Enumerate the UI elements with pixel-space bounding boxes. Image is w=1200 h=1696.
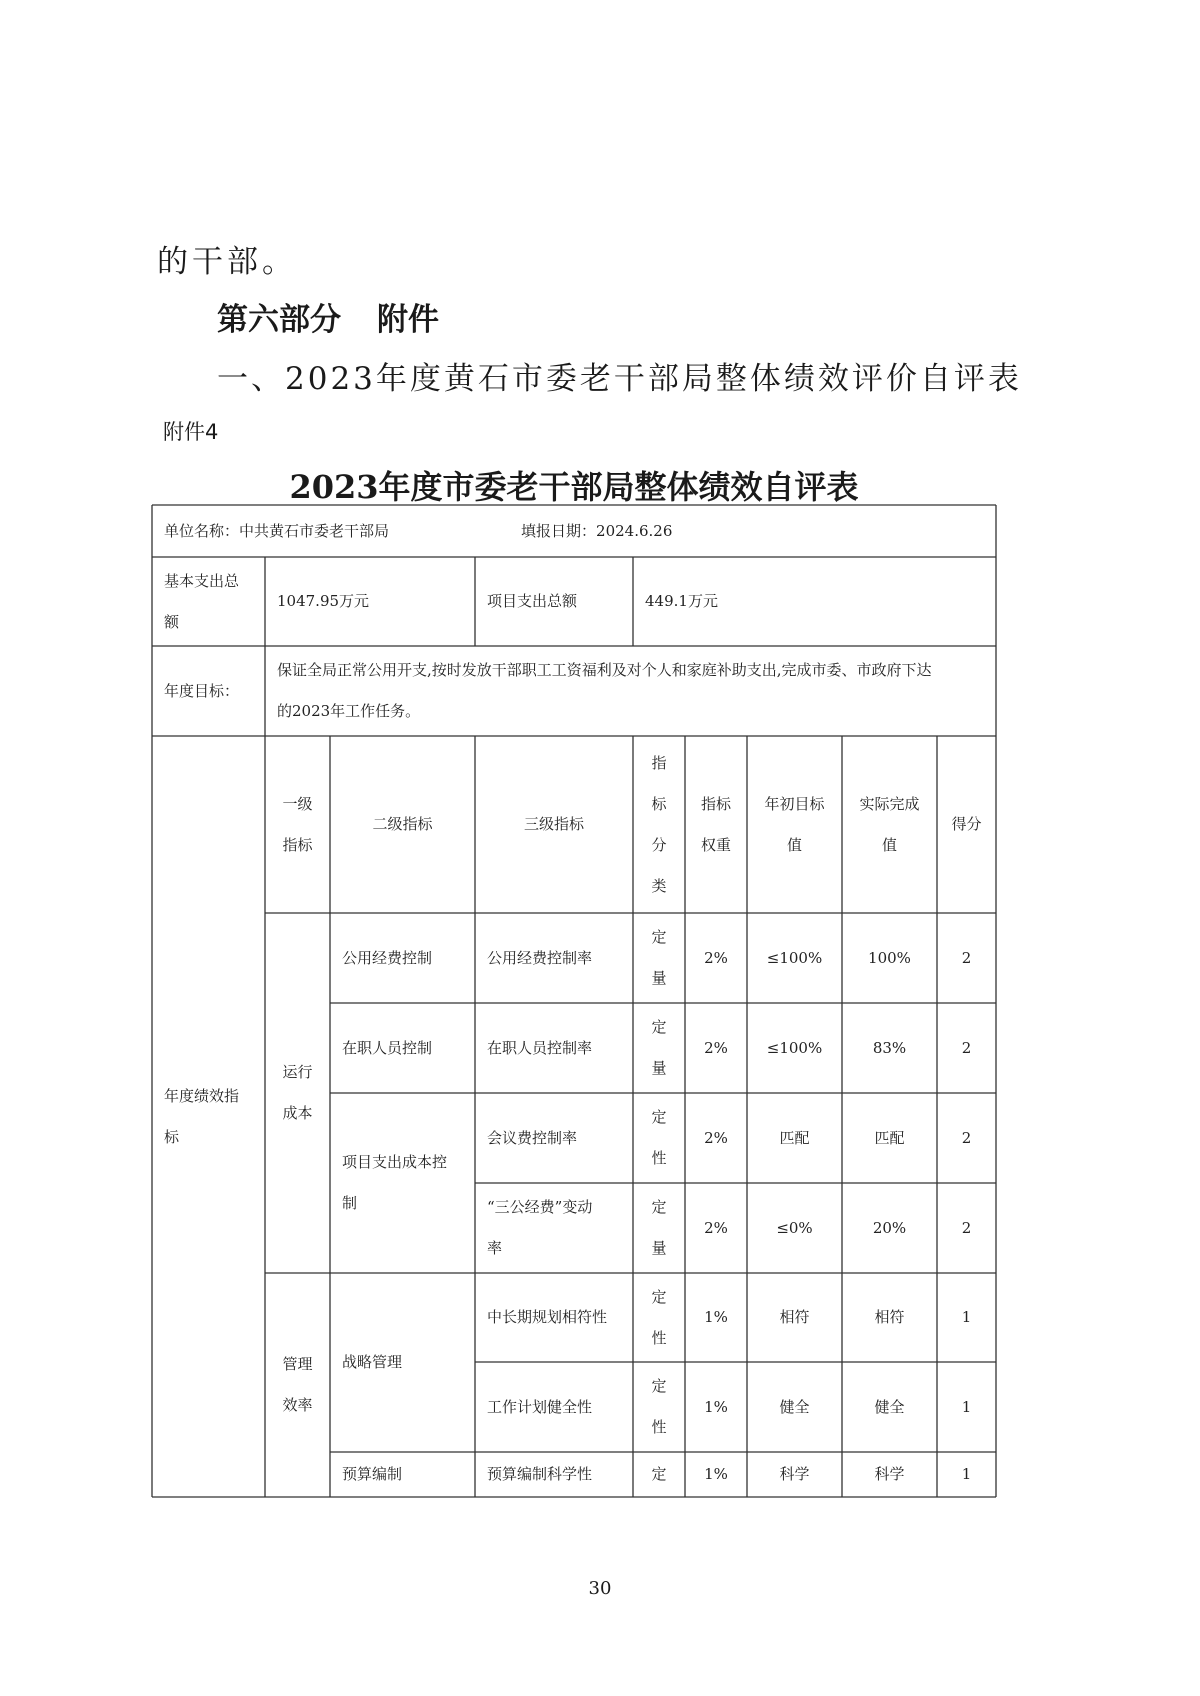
level1-group <box>265 1052 330 1134</box>
indicator-weight-line: 1% <box>704 1465 728 1483</box>
table-title: 2023年度市委老干部局整体绩效自评表 <box>289 468 859 506</box>
indicator-category-line: 定 <box>651 1018 667 1036</box>
indicator-category <box>633 917 685 999</box>
target-value-line: ≤100% <box>766 1038 823 1057</box>
actual-value <box>842 1297 937 1338</box>
indicator-weight <box>685 1208 747 1249</box>
header-target <box>747 784 842 866</box>
score-value <box>937 938 996 979</box>
indicator-category-line: 定 <box>651 1287 667 1306</box>
level2-indicator-line: 在职人员控制 <box>342 1038 433 1057</box>
level2-indicator-line: 制 <box>342 1194 358 1212</box>
level3-indicator <box>487 1454 592 1495</box>
target-value <box>747 1028 842 1069</box>
level1-group-line: 成本 <box>282 1104 313 1122</box>
date-value: 2024.6.26 <box>596 522 673 540</box>
date-label: 填报日期： <box>521 522 597 540</box>
level3-indicator-line: 工作计划健全性 <box>487 1397 593 1416</box>
level2-indicator-line: 项目支出成本控 <box>342 1153 448 1171</box>
project-expense-label <box>487 581 577 622</box>
score-value <box>937 1454 996 1495</box>
basic-expense-label-line: 基本支出总 <box>164 571 240 590</box>
header-level2 <box>330 804 475 845</box>
actual-value-line: 100% <box>868 948 911 967</box>
target-value <box>747 1454 842 1495</box>
level3-indicator <box>487 1187 592 1269</box>
indicator-weight-line: 2% <box>704 1128 728 1147</box>
annual-goal-text-line: 的2023年工作任务。 <box>277 702 421 720</box>
indicator-category <box>633 1007 685 1089</box>
level3-indicator-line: 在职人员控制率 <box>487 1038 593 1057</box>
indicator-category <box>633 1187 685 1269</box>
header-target-line: 年初目标 <box>764 794 825 813</box>
actual-value <box>842 1454 937 1495</box>
target-value <box>747 1208 842 1249</box>
level2-indicator <box>342 1142 447 1224</box>
indicator-weight <box>685 1387 747 1428</box>
page-number: 30 <box>588 1578 612 1599</box>
annual-goal-text-line: 保证全局正常公用开支,按时发放干部职工工资福利及对个人和家庭补助支出,完成市委、市政府下达 <box>277 661 932 679</box>
annual-goal-label-line: 年度目标： <box>164 681 240 700</box>
indicator-category-line: 量 <box>651 969 667 987</box>
level3-indicator-line: 会议费控制率 <box>487 1128 578 1147</box>
indicator-category-line: 定 <box>651 928 667 946</box>
level1-group <box>265 1344 330 1426</box>
annual-goal-label <box>164 671 239 712</box>
indicator-category-line: 定 <box>651 1465 667 1483</box>
header-weight-line: 权重 <box>700 835 731 854</box>
target-value <box>747 1297 842 1338</box>
indicator-category-line: 性 <box>651 1149 667 1167</box>
header-level1-line: 指标 <box>282 835 313 854</box>
actual-value <box>842 1387 937 1428</box>
level3-indicator-line: 公用经费控制率 <box>487 948 593 967</box>
unit-value: 中共黄石市委老干部局 <box>239 522 390 540</box>
level3-indicator-line: 预算编制科学性 <box>487 1465 593 1483</box>
indicator-category-line: 性 <box>651 1328 667 1347</box>
header-actual <box>842 784 937 866</box>
level1-group-line: 管理 <box>282 1355 313 1373</box>
annual-goal-text <box>277 650 932 732</box>
indicator-label-line: 年度绩效指 <box>164 1086 240 1105</box>
score-value-line: 2 <box>961 1218 972 1237</box>
actual-value-line: 20% <box>872 1218 907 1237</box>
level3-indicator <box>487 938 592 979</box>
score-value <box>937 1208 996 1249</box>
part-heading-number: 第六部分 <box>217 302 341 338</box>
target-value <box>747 1387 842 1428</box>
indicator-category-line: 量 <box>651 1239 667 1257</box>
indicator-weight <box>685 1028 747 1069</box>
score-value <box>937 1028 996 1069</box>
header-target-line: 值 <box>786 835 802 854</box>
score-value-line: 2 <box>961 948 972 967</box>
level1-group-line: 运行 <box>282 1063 313 1081</box>
score-value-line: 1 <box>961 1397 972 1416</box>
level3-indicator-line: 中长期规划相符性 <box>487 1308 608 1326</box>
actual-value-line: 相符 <box>874 1308 905 1326</box>
indicator-category-line: 定 <box>651 1198 667 1216</box>
indicator-label-line: 标 <box>164 1127 180 1146</box>
indicator-category-line: 定 <box>651 1108 667 1126</box>
target-value-line: ≤0% <box>776 1218 813 1237</box>
level2-indicator-line: 战略管理 <box>342 1353 403 1371</box>
header-category-line: 类 <box>651 876 667 895</box>
attachment-label: 附件4 <box>163 420 219 444</box>
actual-value <box>842 1118 937 1159</box>
indicator-category-line: 量 <box>651 1059 667 1077</box>
section-heading: 一、2023年度黄石市委老干部局整体绩效评价自评表 <box>217 361 1022 397</box>
header-score-line: 得分 <box>951 815 982 833</box>
indicator-weight <box>685 1297 747 1338</box>
level3-indicator <box>487 1387 592 1428</box>
target-value-line: 相符 <box>779 1308 810 1326</box>
header-weight <box>685 784 747 866</box>
score-value-line: 2 <box>961 1038 972 1057</box>
project-expense-value <box>645 581 718 622</box>
header-category-line: 指 <box>651 753 667 772</box>
actual-value-line: 83% <box>872 1038 907 1057</box>
target-value-line: 科学 <box>779 1465 810 1483</box>
indicator-category-line: 性 <box>651 1418 667 1436</box>
continuation-text: 的干部。 <box>157 244 297 280</box>
level2-indicator <box>342 1028 432 1069</box>
level3-indicator <box>487 1297 607 1338</box>
actual-value-line: 科学 <box>874 1465 905 1483</box>
indicator-weight <box>685 1118 747 1159</box>
indicator-weight <box>685 1454 747 1495</box>
header-level3-line: 三级指标 <box>523 815 584 833</box>
level3-indicator <box>487 1028 592 1069</box>
indicator-weight-line: 1% <box>704 1308 728 1326</box>
target-value-line: 健全 <box>779 1397 810 1416</box>
header-category <box>633 743 685 907</box>
header-actual-line: 值 <box>881 835 897 854</box>
score-value <box>937 1387 996 1428</box>
header-level2-line: 二级指标 <box>372 815 433 833</box>
score-value-line: 1 <box>961 1465 972 1483</box>
indicator-category <box>633 1097 685 1179</box>
target-value <box>747 1118 842 1159</box>
header-category-line: 标 <box>651 794 667 813</box>
level2-indicator-line: 公用经费控制 <box>342 948 433 967</box>
project-expense-label-line: 项目支出总额 <box>487 592 578 610</box>
indicator-weight <box>685 938 747 979</box>
actual-value <box>842 1208 937 1249</box>
indicator-weight-line: 2% <box>704 948 728 967</box>
target-value-line: 匹配 <box>779 1128 810 1147</box>
level2-indicator <box>342 1454 402 1495</box>
target-value <box>747 938 842 979</box>
target-value-line: ≤100% <box>766 948 823 967</box>
indicator-category <box>633 1454 685 1495</box>
project-expense-value-line: 449.1万元 <box>645 592 718 610</box>
level3-indicator <box>487 1118 577 1159</box>
score-value <box>937 1118 996 1159</box>
actual-value <box>842 1028 937 1069</box>
indicator-category <box>633 1277 685 1359</box>
header-weight-line: 指标 <box>700 794 731 813</box>
unit-label: 单位名称： <box>164 522 240 540</box>
score-value-line: 1 <box>961 1308 972 1326</box>
indicator-category-line: 定 <box>651 1377 667 1395</box>
level2-indicator <box>342 938 432 979</box>
indicator-weight-line: 1% <box>704 1397 728 1416</box>
header-actual-line: 实际完成 <box>859 794 920 813</box>
indicator-category <box>633 1366 685 1448</box>
actual-value-line: 匹配 <box>874 1128 905 1147</box>
basic-expense-value-line: 1047.95万元 <box>277 592 370 610</box>
indicator-weight-line: 2% <box>704 1038 728 1057</box>
header-level3 <box>475 804 633 845</box>
actual-value <box>842 938 937 979</box>
header-score <box>937 804 996 845</box>
indicator-weight-line: 2% <box>704 1218 728 1237</box>
level3-indicator-line: 率 <box>487 1239 503 1257</box>
header-level1-line: 一级 <box>282 794 313 813</box>
score-value <box>937 1297 996 1338</box>
indicator-label <box>164 1076 239 1158</box>
unit-row <box>164 509 672 553</box>
level2-indicator <box>342 1342 402 1383</box>
actual-value-line: 健全 <box>874 1397 905 1416</box>
header-level1 <box>265 784 330 866</box>
basic-expense-value <box>277 581 369 622</box>
part-heading-title: 附件 <box>377 302 439 338</box>
level1-group-line: 效率 <box>282 1396 313 1414</box>
header-category-line: 分 <box>651 835 667 854</box>
level3-indicator-line: “三公经费”变动 <box>487 1198 593 1216</box>
basic-expense-label <box>164 561 239 643</box>
score-value-line: 2 <box>961 1128 972 1147</box>
basic-expense-label-line: 额 <box>164 612 180 631</box>
level2-indicator-line: 预算编制 <box>342 1465 403 1483</box>
